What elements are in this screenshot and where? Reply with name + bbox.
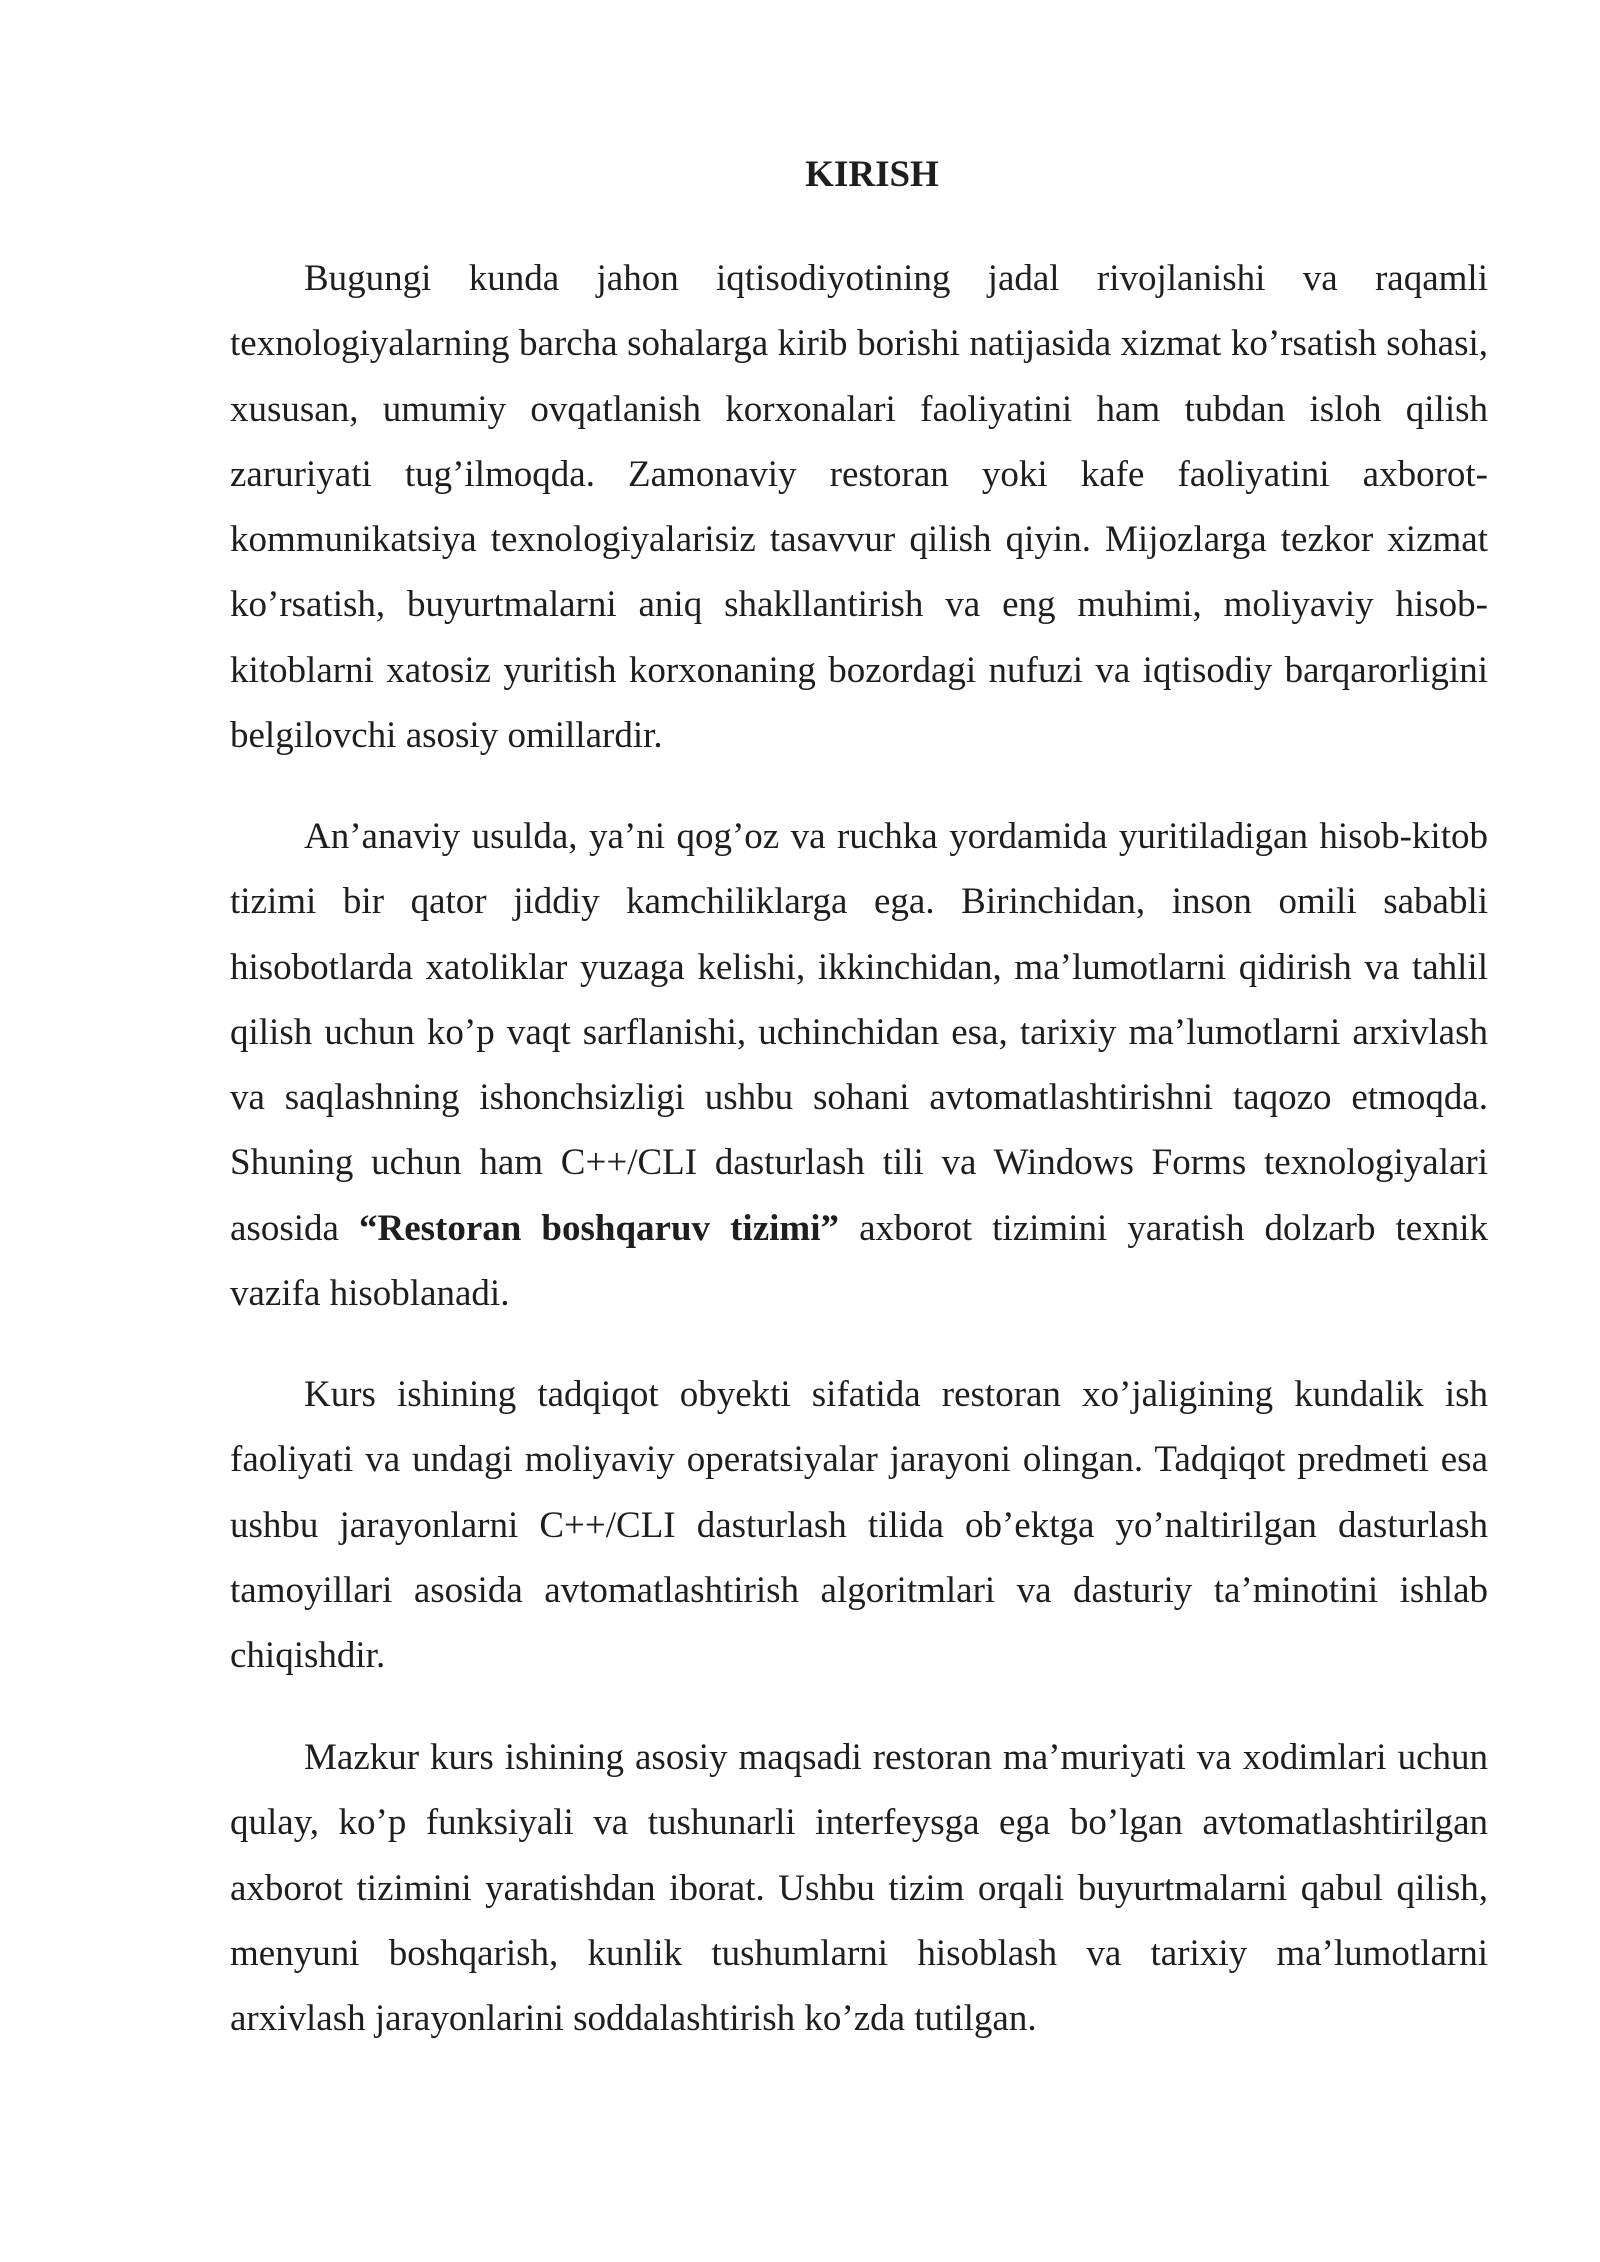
paragraph-problem-text: An’anaviy usulda, ya’ni qog’oz va ruchka yordamida yuritiladigan hisob-kitob tizimi bir qator jiddiy kamchiliklarga ega. Birinchidan, inson omili sababli hisobotlarda xatoliklar yuzaga kelishi, ikkinchidan, ma’lumotlarni qidirish va tahlil qilish uchun ko’p vaqt sarflanishi, uchinchidan esa, tarixiy ma’lumotlarni arxivlash va saqlashning ishonchsizligi ushbu sohani avtomatlashtirishni taqozo etmoqda. Shuning uchun ham C++/CLI dasturlash tili va Windows Forms texnologiyalari asosida — [230, 816, 1488, 1249]
paragraph-research-object: Kurs ishining tadqiqot obyekti sifatida restoran xo’jaligining kundalik ish faoliyati va undagi moliyaviy operatsiyalar jarayoni olingan. Tadqiqot predmeti esa ushbu jarayonlarni C++/CLI dasturlash tilida ob’ektga yo’naltirilgan dasturlash tamoyillari asosida avtomatlashtirish algoritmlari va dasturiy ta’minotini ishlab chiqishdir. — [230, 1374, 1488, 1677]
paragraph-problem-text-end: axborot tizimini yaratish dolzarb texnik vazifa hisoblanadi. — [230, 1207, 1488, 1315]
paragraph-goal: Mazkur kurs ishining asosiy maqsadi restoran ma’muriyati va xodimlari uchun qulay, ko’p funksiyali va tushunarli interfeysga ega bo’lgan avtomatlashtirilgan axborot tizimini yaratishdan iborat. Ushbu tizim orqali buyurtmalarni qabul qilish, menyuni boshqarish, kunlik tushumlarni hisoblash va tarixiy ma’lumotlarni arxivlash jarayonlarini soddalashtirish ko’zda tutilgan. — [230, 1737, 1488, 2040]
page-title: KIRISH — [805, 154, 939, 195]
system-name-bold: “Restoran boshqaruv tizimi” — [358, 1207, 840, 1249]
paragraph-problem — [230, 804, 1488, 1326]
paragraph-intro: Bugungi kunda jahon iqtisodiyotining jadal rivojlanishi va raqamli texnologiyalarning barcha sohalarga kirib borishi natijasida xizmat ko’rsatish sohasi, xususan, umumiy ovqatlanish korxonalari faoliyatini ham tubdan isloh qilish zaruriyati tug’ilmoqda. Zamonaviy restoran yoki kafe faoliyatini axborot-kommunikatsiya texnologiyalarisiz tasavvur qilish qiyin. Mijozlarga tezkor xizmat ko’rsatish, buyurtmalarni aniq shakllantirish va eng muhimi, moliyaviy hisob-kitoblarni xatosiz yuritish korxonaning bozordagi nufuzi va iqtisodiy barqarorligini belgilovchi asosiy omillardir. — [230, 258, 1488, 757]
